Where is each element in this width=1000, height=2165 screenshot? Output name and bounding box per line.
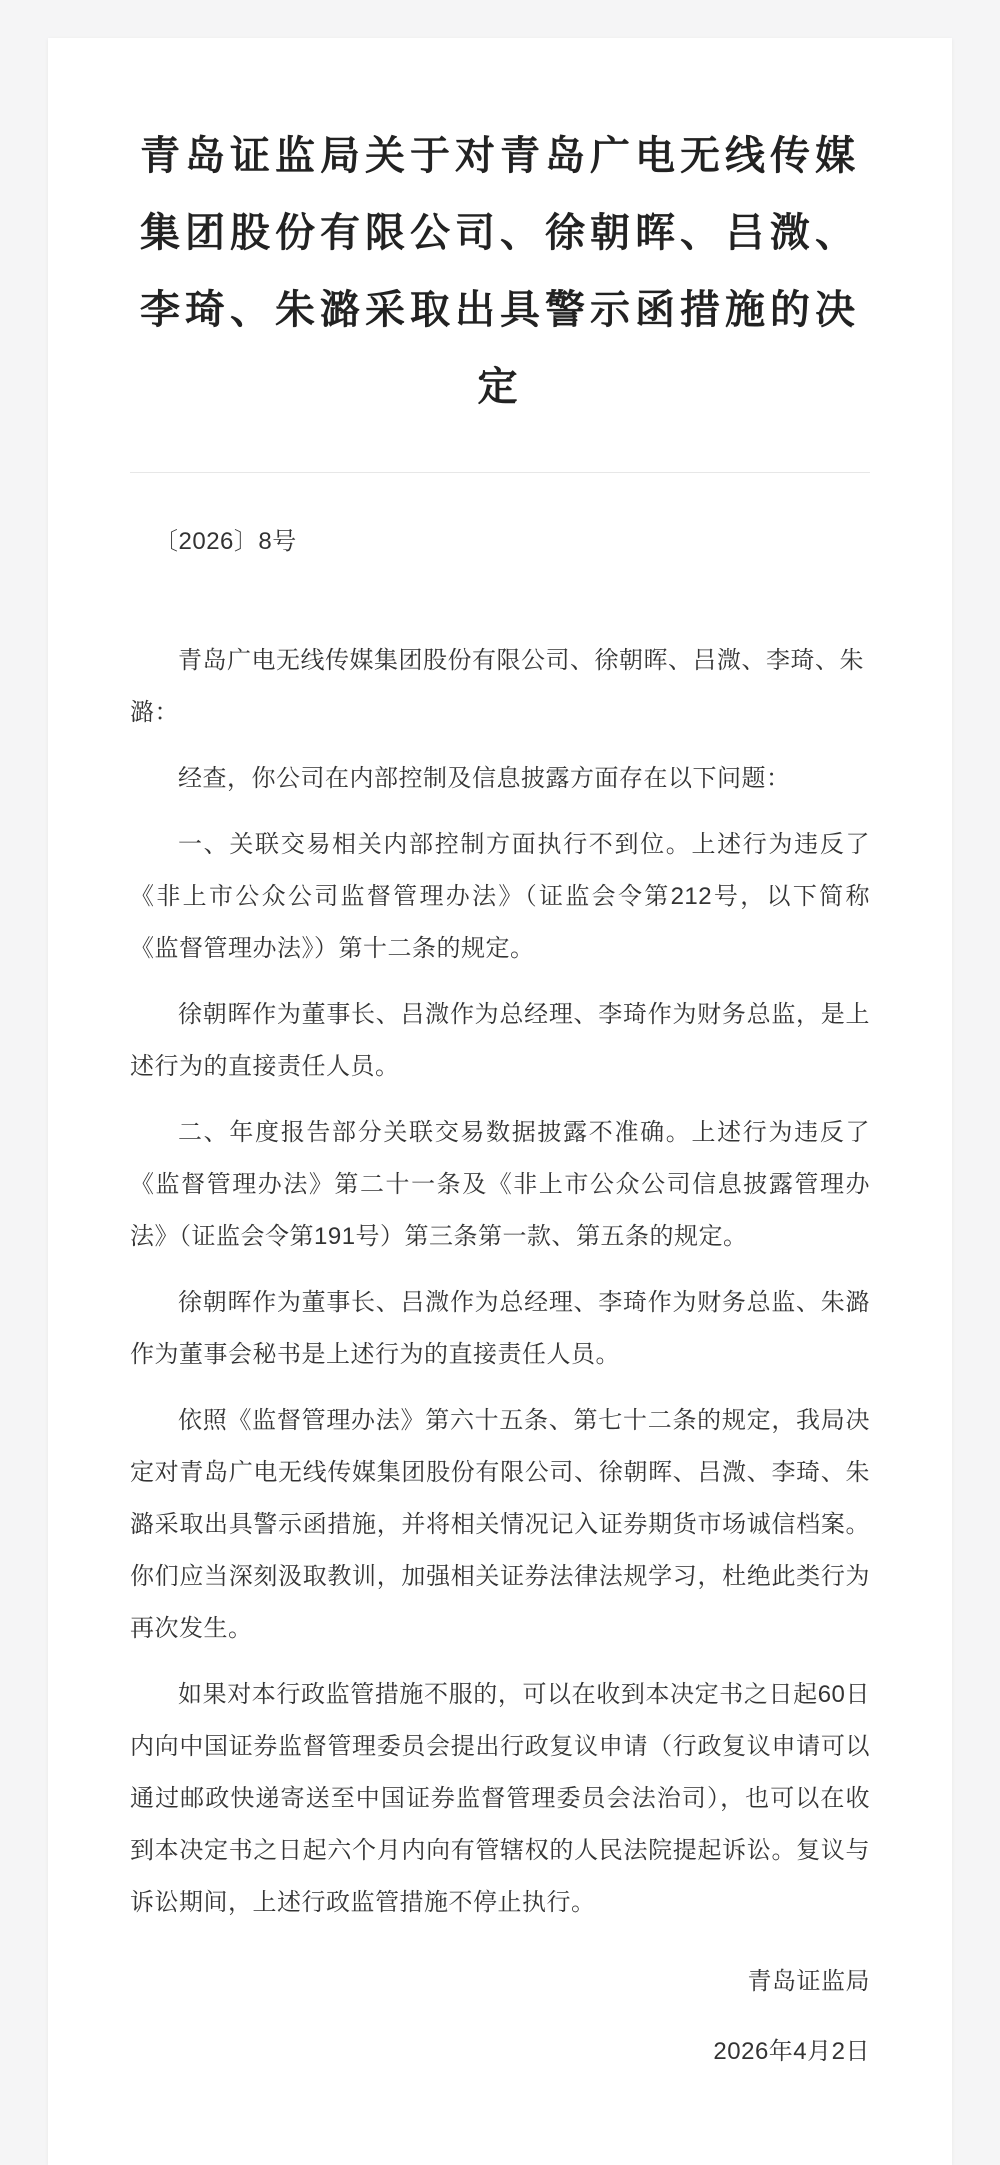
paragraph-responsible-2: 徐朝晖作为董事长、吕溦作为总经理、李琦作为财务总监、朱潞作为董事会秘书是上述行为的直接责任人员。 xyxy=(130,1289,870,1368)
signature-block xyxy=(130,1965,870,2069)
paragraph-issue-1: 一、关联交易相关内部控制方面执行不到位。上述行为违反了《非上市公众公司监督管理办法》（证监会令第212号，以下简称《监督管理办法》）第十二条的规定。 xyxy=(130,831,870,962)
signature-date: 2026年4月2日 xyxy=(713,2038,870,2065)
paragraph-appeal-rights: 如果对本行政监管措施不服的，可以在收到本决定书之日起60日内向中国证券监督管理委员会提出行政复议申请（行政复议申请可以通过邮政快递寄送至中国证券监督管理委员会法治司），也可以在收到本决定书之日起六个月内向有管辖权的人民法院提起诉讼。复议与诉讼期间，上述行政监管措施不停止执行。 xyxy=(130,1681,870,1916)
signature-organization: 青岛证监局 xyxy=(747,1968,870,1995)
title-divider xyxy=(130,472,870,473)
paragraph-intro: 经查，你公司在内部控制及信息披露方面存在以下问题： xyxy=(178,765,791,792)
document-card xyxy=(48,38,952,2165)
paragraph-responsible-1: 徐朝晖作为董事长、吕溦作为总经理、李琦作为财务总监，是上述行为的直接责任人员。 xyxy=(130,1001,870,1080)
paragraph-issue-2: 二、年度报告部分关联交易数据披露不准确。上述行为违反了《监督管理办法》第二十一条及《非上市公众公司信息披露管理办法》（证监会令第191号）第三条第一款、第五条的规定。 xyxy=(130,1119,870,1250)
page-background xyxy=(0,38,1000,2165)
page-title: 青岛证监局关于对青岛广电无线传媒集团股份有限公司、徐朝晖、吕溦、李琦、朱潞采取出具警示函措施的决定 xyxy=(140,134,860,409)
paragraph-addressee: 青岛广电无线传媒集团股份有限公司、徐朝晖、吕溦、李琦、朱潞： xyxy=(130,647,864,726)
paragraph-decision: 依照《监督管理办法》第六十五条、第七十二条的规定，我局决定对青岛广电无线传媒集团股份有限公司、徐朝晖、吕溦、李琦、朱潞采取出具警示函措施，并将相关情况记入证券期货市场诚信档案。你们应当深刻汲取教训，加强相关证券法律法规学习，杜绝此类行为再次发生。 xyxy=(130,1407,870,1642)
document-number: 〔2026〕8号 xyxy=(154,528,297,555)
